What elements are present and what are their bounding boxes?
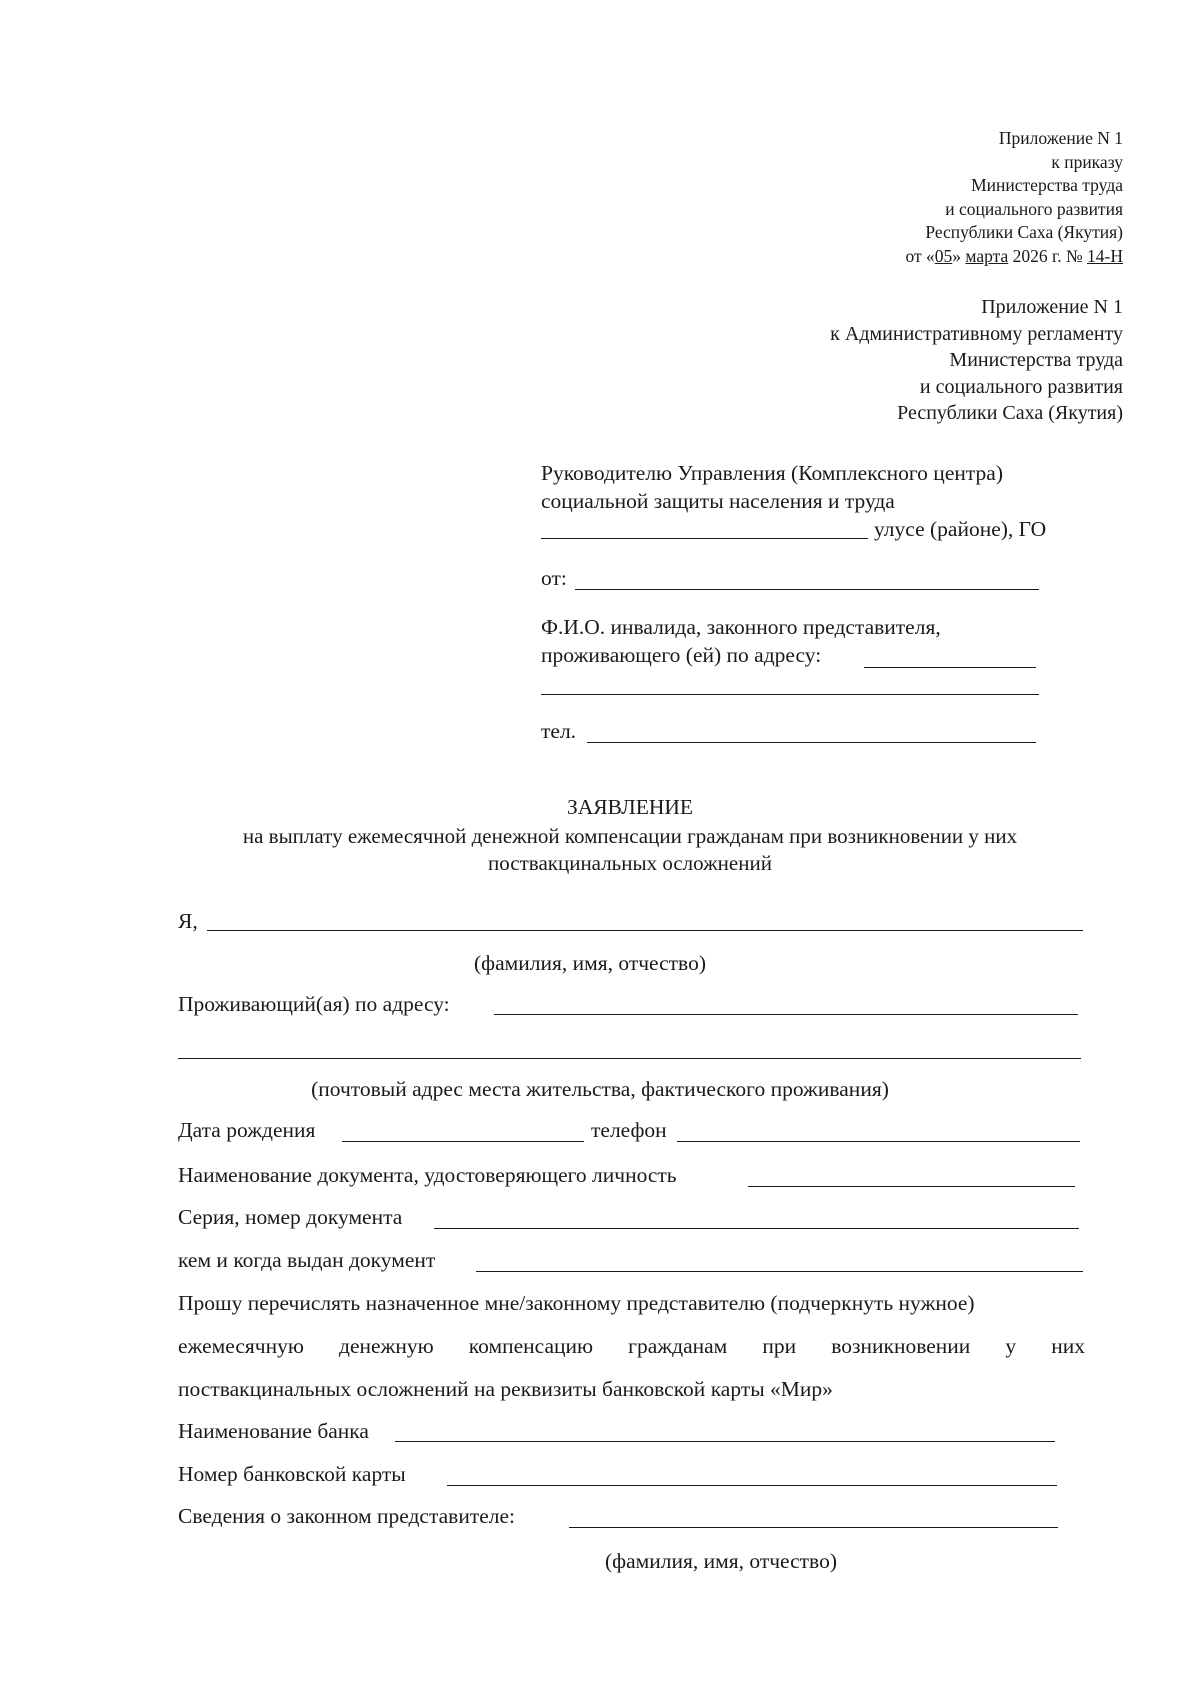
request-word: возникновении — [831, 1334, 971, 1358]
bank-label: Наименование банка — [178, 1419, 369, 1443]
date-suffix: 2026 г. № — [1008, 245, 1088, 266]
card-label: Номер банковской карты — [178, 1462, 406, 1486]
document-subtitle-1: на выплату ежемесячной денежной компенсации гражданам при возникновении у них — [242, 824, 1018, 848]
annex-order-line: Министерства труда — [971, 175, 1123, 196]
from-address-blank-1[interactable] — [864, 667, 1036, 668]
district-blank[interactable] — [541, 538, 868, 539]
request-word: гражданам — [628, 1334, 728, 1358]
fio-caption: (фамилия, имя, отчество) — [474, 951, 706, 975]
request-word: при — [762, 1334, 797, 1358]
card-blank[interactable] — [447, 1485, 1057, 1486]
annex-regulation-block — [830, 294, 1123, 427]
residing-label: Проживающий(ая) по адресу: — [178, 992, 450, 1016]
annex-order-block — [905, 127, 1123, 269]
doc-issued-blank[interactable] — [476, 1271, 1083, 1272]
addressee-line-1: Руководителю Управления (Комплексного центра) — [541, 461, 1003, 485]
tel-blank[interactable] — [587, 742, 1036, 743]
date-mid: » — [952, 245, 966, 266]
annex-order-line: к приказу — [1051, 151, 1123, 172]
order-number: 14-Н — [1087, 245, 1123, 266]
order-month: марта — [965, 245, 1009, 266]
addressee-line-2: социальной защиты населения и труда — [541, 489, 895, 513]
tel-label: тел. — [541, 719, 577, 743]
doc-series-blank[interactable] — [434, 1228, 1079, 1229]
request-line-3: поствакцинальных осложнений на реквизиты банковской карты «Мир» — [178, 1377, 833, 1401]
document-subtitle-2: поствакцинальных осложнений — [488, 851, 772, 875]
doc-name-blank[interactable] — [748, 1186, 1075, 1187]
annex-regulation-line: и социального развития — [919, 375, 1123, 398]
from-label: от: — [541, 566, 567, 590]
birth-label: Дата рождения — [178, 1118, 316, 1142]
document-title: ЗАЯВЛЕНИЕ — [566, 795, 694, 819]
from-caption-1: Ф.И.О. инвалида, законного представителя, — [541, 615, 941, 639]
annex-regulation-line: Министерства труда — [949, 349, 1123, 371]
annex-regulation-line: Республики Саха (Якутия) — [897, 402, 1123, 424]
doc-name-label: Наименование документа, удостоверяющего личность — [178, 1163, 677, 1187]
annex-order-line: Приложение N 1 — [998, 128, 1123, 148]
order-day: 05 — [934, 245, 953, 266]
residing-blank-1[interactable] — [494, 1014, 1078, 1015]
annex-order-line: и социального развития — [945, 198, 1123, 219]
phone-blank[interactable] — [677, 1141, 1080, 1142]
request-word: ежемесячную — [178, 1334, 304, 1358]
rep-blank[interactable] — [569, 1527, 1058, 1528]
request-word: у — [1005, 1334, 1017, 1358]
doc-issued-label: кем и когда выдан документ — [178, 1248, 436, 1272]
birth-blank[interactable] — [342, 1141, 584, 1142]
phone-label: телефон — [591, 1118, 667, 1142]
from-caption-2: проживающего (ей) по адресу: — [541, 643, 822, 667]
doc-series-label: Серия, номер документа — [178, 1205, 403, 1229]
fio-blank[interactable] — [207, 930, 1083, 931]
residing-blank-2[interactable] — [178, 1058, 1081, 1059]
request-line-1: Прошу перечислять назначенное мне/законному представителю (подчеркнуть нужное) — [178, 1291, 975, 1315]
request-word: компенсацию — [468, 1334, 594, 1358]
rep-caption: (фамилия, имя, отчество) — [605, 1549, 837, 1573]
annex-regulation-line: Приложение N 1 — [981, 296, 1123, 318]
addressee-line-3: улусе (районе), ГО — [874, 517, 1047, 541]
address-caption: (почтовый адрес места жительства, фактического проживания) — [311, 1077, 889, 1101]
bank-blank[interactable] — [395, 1441, 1055, 1442]
i-label: Я, — [178, 909, 198, 933]
annex-order-line: Республики Саха (Якутия) — [925, 222, 1123, 243]
annex-regulation-line: к Административному регламенту — [830, 322, 1123, 345]
date-prefix: от « — [905, 245, 935, 266]
request-word: них — [1051, 1334, 1085, 1358]
from-blank[interactable] — [575, 589, 1039, 590]
request-line-2 — [178, 1334, 1085, 1359]
annex-order-date-line — [905, 245, 1123, 269]
request-word: денежную — [339, 1334, 434, 1358]
rep-label: Сведения о законном представителе: — [178, 1504, 516, 1528]
from-address-blank-2[interactable] — [541, 694, 1039, 695]
